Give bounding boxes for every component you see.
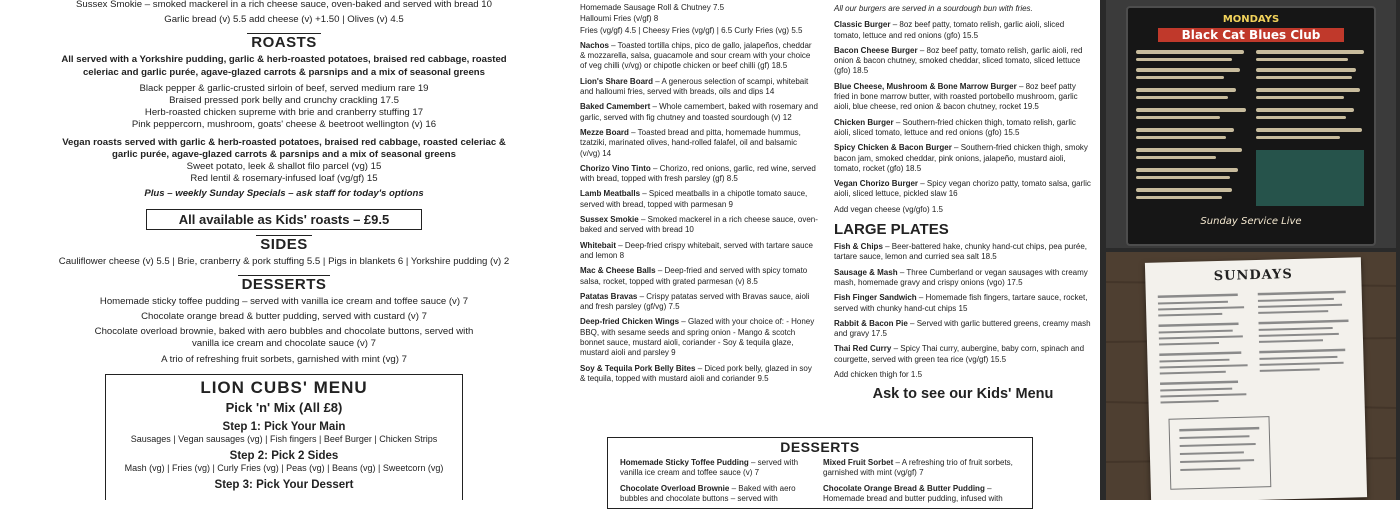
roasts-heading: ROASTS	[8, 34, 560, 51]
dessert-item: A trio of refreshing fruit sorbets, garnished with mint (vg) 7	[161, 353, 407, 365]
bottom-dessert-right: Mixed Fruit Sorbet – A refreshing trio of fruit sorbets, garnished with mint (vg/gf) 7	[823, 458, 1013, 478]
step2-heading: Step 2: Pick 2 Sides	[229, 449, 339, 462]
menu-item-name: Baked Camembert	[580, 102, 651, 112]
roast-item: Braised pressed pork belly and crunchy crackling 17.5	[169, 95, 399, 107]
middle-menu-page	[568, 0, 828, 500]
menu-item	[580, 128, 818, 159]
menu-item	[580, 189, 818, 210]
bottom-dessert-right: Chocolate Orange Bread & Butter Pudding – Homemade bread and butter pudding, infused with	[823, 483, 1003, 503]
poster-title: Black Cat Blues Club	[1158, 28, 1344, 42]
burger-item-name: Classic Burger	[834, 20, 891, 30]
menu-item-name: Deep-fried Chicken Wings	[580, 317, 680, 327]
roast-item: Black pepper & garlic-crusted sirloin of beef, served medium rare 19	[139, 82, 429, 94]
menu-item	[580, 364, 818, 385]
large-plate-item	[834, 293, 1092, 314]
top-item: Homemade Sausage Roll & Chutney 7.5	[580, 3, 725, 12]
large-plate-item	[834, 268, 1092, 289]
large-plate-item-desc: – Homemade fish fingers, tartare sauce, rocket, served with chunky hand-cut chips 15	[834, 293, 1088, 313]
menu-card-text-art	[1146, 284, 1367, 500]
menu-item-desc: – Spiced meatballs in a chipotle tomato sauce, served with bread, topped with parmesan 9	[580, 189, 808, 209]
lion-cubs-sub: Pick 'n' Mix (All £8)	[225, 399, 343, 415]
burger-item-name: Bacon Cheese Burger	[834, 45, 918, 55]
large-plate-item-desc: – Three Cumberland or vegan sausages with creamy mash, homemade gravy and crispy onions (vgo) 17.5	[834, 267, 1088, 287]
large-plate-item-name: Fish Finger Sandwich	[834, 293, 917, 303]
large-plates-heading: LARGE PLATES	[834, 221, 949, 239]
step2-items: Mash (vg) | Fries (vg) | Curly Fries (vg) | Peas (vg) | Beans (vg) | Sweetcorn (vg)	[124, 462, 444, 473]
menu-item-name: Soy & Tequila Pork Belly Bites	[580, 363, 696, 373]
add-chicken: Add chicken thigh for 1.5	[834, 370, 923, 380]
menu-item	[580, 266, 818, 287]
poster-photo	[1106, 0, 1396, 248]
burger-item-desc: – Spicy vegan chorizo patty, tomato salsa, garlic aioli, sliced lettuce, pickled slaw 16	[834, 179, 1091, 199]
vegan-roasts-intro: Vegan roasts served with garlic & herb-roasted potatoes, braised red cabbage, roasted celeriac & garlic purée, agave-glazed carrots & parsnips and a mix of seasonal greens	[62, 136, 506, 160]
burger-item	[834, 143, 1092, 174]
menu-item-desc: – Glazed with your choice of: - Honey BBQ, with sesame seeds and spring onion - Mango & scotch bonnet sauce, mustard aioli, coriander - Soy & tequila glaze, mustard aioli and parsley 9	[580, 317, 815, 358]
menu-item-desc: – Smoked mackerel in a rich cheese sauce, oven-baked and served with bread 10	[580, 215, 818, 235]
poster-month: MONDAYS	[1222, 14, 1280, 25]
burger-item-desc: – 8oz beef patty, tomato relish, garlic aioli, sliced tomato, lettuce and red onions (gfo) 15.5	[834, 20, 1065, 40]
kids-menu-link: Ask to see our Kids' Menu	[872, 386, 1054, 403]
large-plate-item-desc: – Served with garlic buttered greens, creamy mash and gravy 17.5	[834, 318, 1091, 339]
poster-listings-art	[1128, 46, 1374, 216]
lion-cubs-box	[105, 374, 463, 500]
menu-item	[580, 292, 818, 313]
burger-item-desc: – 8oz beef patty, tomato relish, garlic aioli, red onion & bacon chutney, smoked cheddar, sliced tomato, sliced lettuce (gfo) 18.5	[834, 45, 1083, 76]
menu-item-desc: – Crispy patatas served with Bravas sauce, aioli and fresh parsley (gf/vg) 7.5	[580, 291, 810, 312]
dessert-item: Chocolate orange bread & butter pudding, served with custard (v) 7	[141, 311, 427, 323]
top-line-sussex: Sussex Smokie – smoked mackerel in a rich cheese sauce, oven-baked and served with bread 10	[76, 0, 492, 10]
burger-item-name: Spicy Chicken & Bacon Burger	[834, 143, 952, 153]
menu-item-name: Chorizo Vino Tinto	[580, 163, 651, 173]
menu-card	[1145, 257, 1367, 500]
burger-note: All our burgers are served in a sourdough bun with fries.	[834, 4, 1033, 13]
large-plate-item-name: Sausage & Mash	[834, 267, 898, 277]
dessert-item: Homemade sticky toffee pudding – served with vanilla ice cream and toffee sauce (v) 7	[99, 295, 469, 307]
large-plate-item	[834, 344, 1092, 365]
menu-card-photo	[1106, 252, 1396, 500]
add-vegan-cheese: Add vegan cheese (vg/gfo) 1.5	[834, 204, 943, 214]
burger-item-desc: – Southern-fried chicken thigh, smoky bacon jam, smoked cheddar, pink onions, jalapeño, mustard aioli, tomato, rocket (gfo) 18.5	[834, 143, 1088, 173]
top-line-garlic: Garlic bread (v) 5.5 add cheese (v) +1.50 | Olives (v) 4.5	[164, 14, 404, 26]
bottom-dessert-left: Homemade Sticky Toffee Pudding – served with vanilla ice cream and toffee sauce (v) 7	[620, 458, 799, 478]
burger-item	[834, 20, 1092, 41]
menu-item	[580, 241, 818, 262]
burger-item	[834, 118, 1092, 139]
menu-card-title: SUNDAYS	[1213, 267, 1293, 285]
large-plate-item-desc: – Beer-battered hake, chunky hand-cut chips, pea purée, tartare sauce, lemon and curried sea salt 18.5	[834, 242, 1088, 262]
menu-item	[580, 102, 818, 123]
menu-item-desc: – Toasted bread and pitta, homemade hummus, tzatziki, marinated olives, hand-rolled falafel, oil and balsamic (v/vg) 14	[580, 127, 801, 158]
menu-item	[580, 164, 818, 185]
kids-roasts-box: All available as Kids' roasts – £9.5	[146, 209, 422, 230]
menu-item-name: Whitebait	[580, 240, 616, 250]
menu-item-name: Mezze Board	[580, 127, 629, 137]
menu-item	[580, 77, 818, 98]
burger-item-name: Vegan Chorizo Burger	[834, 179, 919, 189]
desserts-heading: DESSERTS	[8, 276, 560, 293]
menu-item-desc: – Deep-fried crispy whitebait, served with tartare sauce and lemon 8	[580, 240, 813, 260]
menu-item-desc: – Chorizo, red onions, garlic, red wine, served with bread, topped with fresh parsley (gf) 8.5	[580, 163, 816, 184]
step3-heading: Step 3: Pick Your Dessert	[214, 478, 354, 491]
menu-item	[580, 215, 818, 236]
menu-item-desc: – Diced pork belly, glazed in soy & tequila, topped with mustard aioli and coriander 9.5	[580, 363, 812, 383]
menu-item-name: Patatas Bravas	[580, 291, 638, 301]
large-plate-item-name: Fish & Chips	[834, 242, 883, 252]
bottom-desserts-title: DESSERTS	[780, 439, 860, 455]
vegan-item: Red lentil & rosemary-infused loaf (vg/gf) 15	[190, 173, 378, 185]
burger-item-desc: – Southern-fried chicken thigh, tomato relish, garlic aioli, sliced tomato, lettuce and red onions (gfo) 15.5	[834, 117, 1076, 137]
menu-item	[580, 317, 818, 358]
menu-item-name: Mac & Cheese Balls	[580, 266, 656, 276]
menu-item-name: Lamb Meatballs	[580, 189, 641, 199]
specials-note: Plus – weekly Sunday Specials – ask staff for today's options	[144, 188, 424, 200]
menu-item-desc: – Toasted tortilla chips, pico de gallo, jalapeños, cheddar & mozzarella, salsa, guacamole and sour cream with your choice of veg chilli (v/vg) or chipotle chicken or beef chilli (gf) 18.5	[580, 40, 812, 71]
bottom-dessert-left: Chocolate Overload Brownie – Baked with aero bubbles and chocolate buttons – served with	[620, 483, 796, 503]
menu-item-name: Sussex Smokie	[580, 215, 639, 225]
menu-item-name: Nachos	[580, 40, 609, 50]
poster-card	[1126, 6, 1376, 246]
photos-column	[1100, 0, 1400, 500]
roasts-intro: All served with a Yorkshire pudding, garlic & herb-roasted potatoes, braised red cabbage, roasted celeriac and garlic purée, agave-glazed carrots & parsnips and a mix of seasonal greens	[61, 54, 507, 78]
sides-line: Cauliflower cheese (v) 5.5 | Brie, cranberry & pork stuffing 5.5 | Pigs in blankets 6 | Yorkshire pudding (v) 2	[58, 255, 510, 267]
sides-heading: SIDES	[8, 236, 560, 253]
menu-item-name: Lion's Share Board	[580, 76, 654, 86]
top-item: Fries (vg/gf) 4.5 | Cheesy Fries (vg/gf) | 6.5 Curly Fries (vg) 5.5	[580, 25, 803, 35]
menu-item-desc: – Whole camembert, baked with rosemary and garlic, served with fig chutney and toasted sourdough (v) 12	[580, 102, 818, 122]
large-plate-item	[834, 319, 1092, 340]
large-plate-item-name: Rabbit & Bacon Pie	[834, 318, 908, 328]
kids-roasts-box-wrap	[8, 209, 560, 230]
step1-items: Sausages | Vegan sausages (vg) | Fish fingers | Beef Burger | Chicken Strips	[130, 433, 438, 444]
menu-item	[580, 41, 818, 72]
step1-heading: Step 1: Pick Your Main	[222, 420, 346, 433]
vegan-item: Sweet potato, leek & shallot filo parcel (vg) 15	[186, 161, 382, 173]
left-menu-page	[0, 0, 568, 500]
large-plate-item-desc: – Spicy Thai curry, aubergine, baby corn, spinach and courgette, served with green tea rice (vg/gf) 15.5	[834, 344, 1085, 364]
bottom-desserts-box	[607, 437, 1033, 509]
large-plate-item-name: Thai Red Curry	[834, 344, 892, 354]
lion-cubs-title: LION CUBS' MENU	[200, 377, 368, 397]
poster-footer: Sunday Service Live	[1200, 216, 1302, 227]
burger-item-name: Chicken Burger	[834, 117, 894, 127]
menu-item-desc: – A generous selection of scampi, whitebait and halloumi fries, served with breads, oils and dips 14	[580, 76, 809, 97]
roast-item: Pink peppercorn, mushroom, goats' cheese & beetroot wellington (v) 16	[131, 119, 437, 131]
right-menu-page	[828, 0, 1100, 500]
roast-item: Herb-roasted chicken supreme with brie and cranberry stuffing 17	[144, 107, 424, 119]
menu-item-desc: – Deep-fried and served with spicy tomato salsa, rocket, topped with grated parmesan (v) 8.5	[580, 266, 808, 286]
burger-item	[834, 179, 1092, 200]
burger-item	[834, 82, 1092, 113]
burger-item-name: Blue Cheese, Mushroom & Bone Marrow Burger	[834, 81, 1017, 91]
burger-item-desc: – 8oz beef patty fried in bone marrow butter, with roasted portobello mushroom, garlic aioli, blue cheese, red onion & bacon chutney, rocket 19.5	[834, 81, 1078, 112]
large-plate-item	[834, 242, 1092, 263]
dessert-item: Chocolate overload brownie, baked with aero bubbles and chocolate buttons, served with vanilla ice cream and chocolate sauce (v) 7	[94, 326, 474, 350]
burger-item	[834, 46, 1092, 77]
top-item: Halloumi Fries (v/gf) 8	[580, 14, 659, 24]
